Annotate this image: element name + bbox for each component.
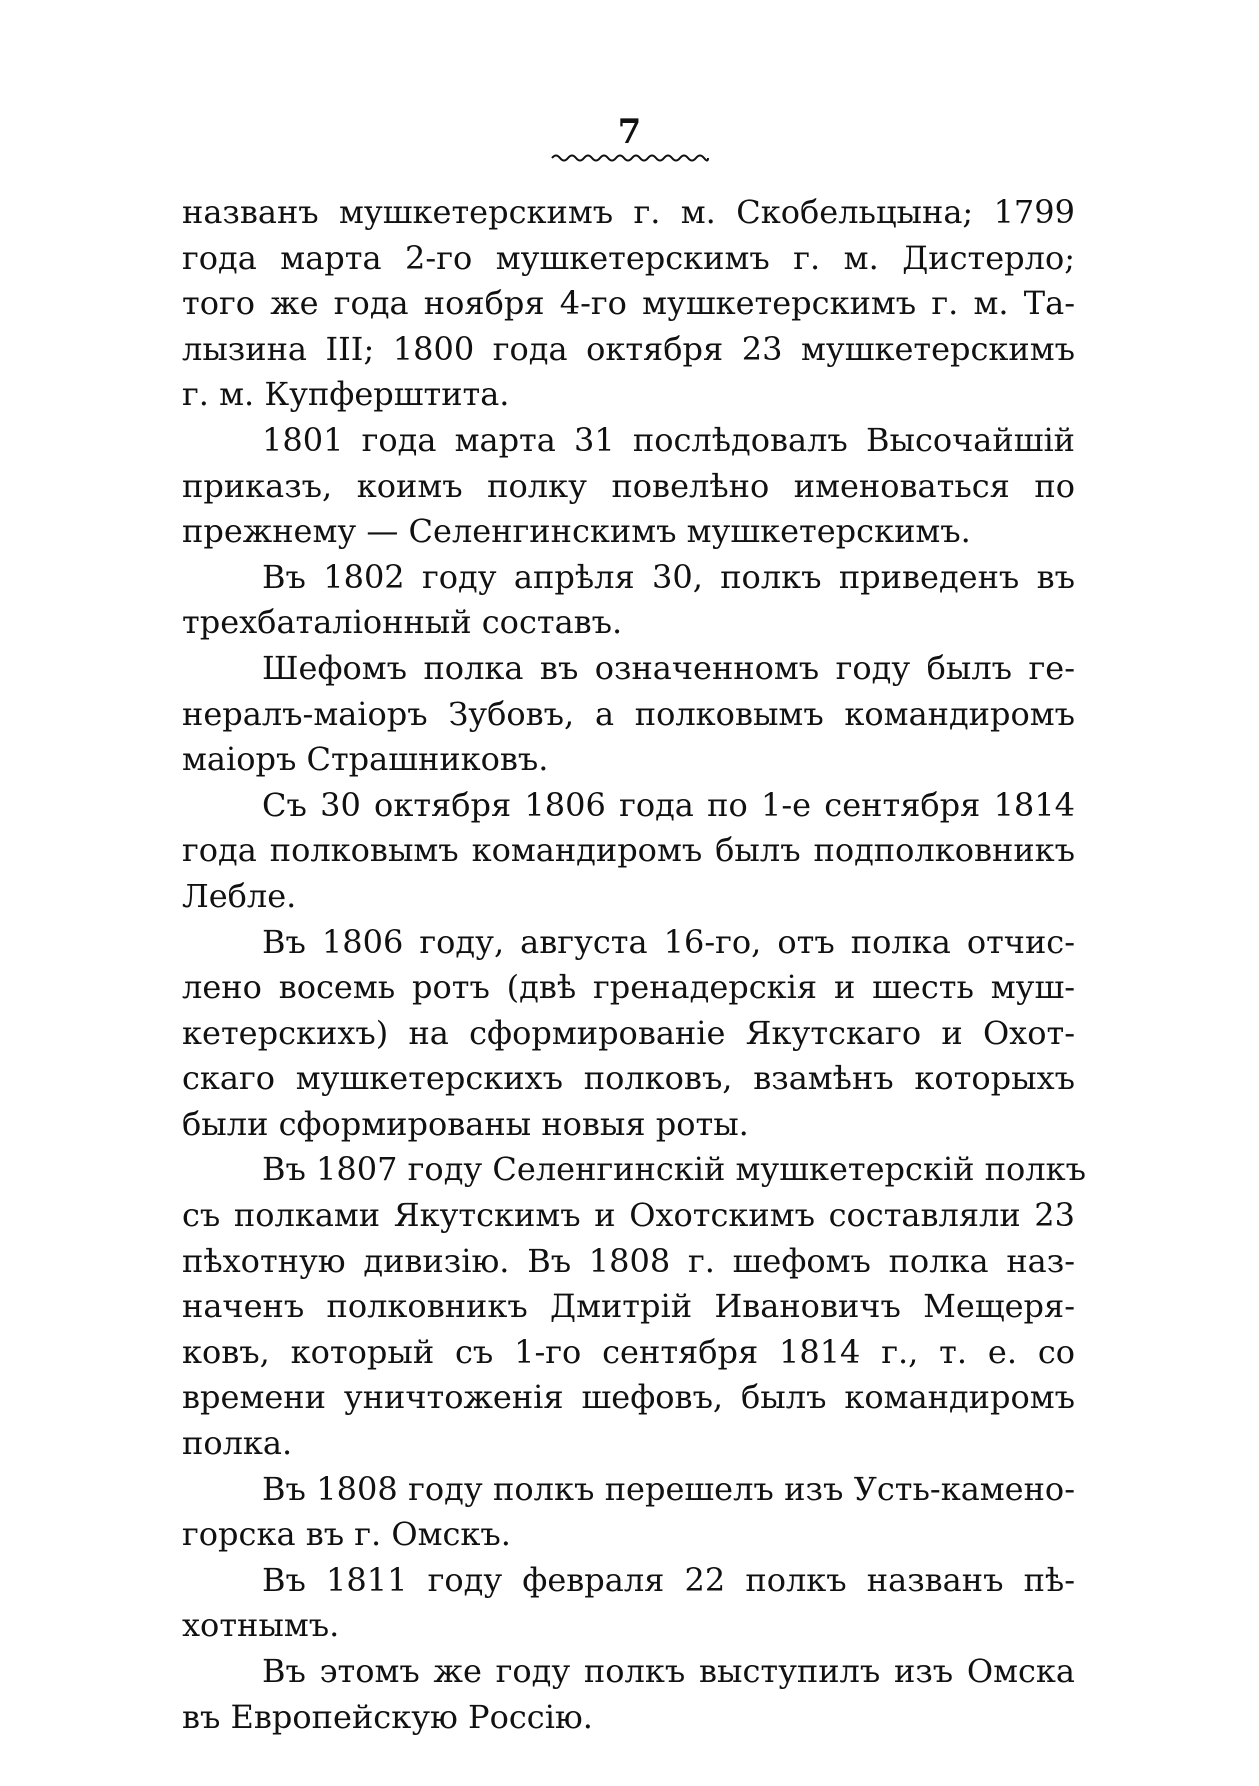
text-line: Въ 1811 году февраля 22 полкъ названъ пѣ- xyxy=(262,1560,1075,1599)
text-line: названъ мушкетерскимъ г. м. Скобельцына; 1799 xyxy=(182,193,1075,231)
text-line: хотнымъ. xyxy=(182,1606,340,1645)
text-line: приказъ, коимъ полку повелѣно именоваться по xyxy=(182,466,1075,505)
paragraph xyxy=(182,646,1075,783)
text-line: г. м. Купферштита. xyxy=(182,375,510,414)
paragraph xyxy=(182,1467,1075,1558)
text-line: Въ 1806 году, августа 16-го, отъ полка отчис- xyxy=(262,922,1075,961)
text-line: наченъ полковникъ Дмитрій Ивановичъ Мещеря- xyxy=(182,1287,1075,1326)
text-line: года марта 2-го мушкетерскимъ г. м. Дистерло; xyxy=(182,238,1075,277)
paragraph xyxy=(182,1649,1075,1740)
text-line: года полковымъ командиромъ былъ подполковникъ xyxy=(182,831,1075,870)
wavy-rule-ornament xyxy=(550,152,710,164)
page-number: 7 xyxy=(617,112,642,152)
text-line: прежнему — Селенгинскимъ мушкетерскимъ. xyxy=(182,512,971,551)
text-line: Съ 30 октября 1806 года по 1-е сентября 1814 xyxy=(262,785,1075,824)
text-line: Шефомъ полка въ означенномъ году былъ ге- xyxy=(262,648,1075,687)
paragraph xyxy=(182,418,1075,555)
paragraph xyxy=(182,783,1075,920)
text-line: того же года ноября 4-го мушкетерскимъ г. м. Та- xyxy=(182,284,1075,323)
text-line: трехбаталіонный составъ. xyxy=(182,603,623,642)
text-line: Въ 1807 году Селенгинскій мушкетерскій полкъ xyxy=(262,1150,1086,1189)
text-line: времени уничтоженія шефовъ, былъ командиромъ xyxy=(182,1378,1075,1417)
text-line: пѣхотную дивизію. Въ 1808 г. шефомъ полка наз- xyxy=(182,1241,1075,1280)
paragraph xyxy=(182,1558,1075,1649)
text-line: 1801 года марта 31 послѣдовалъ Высочайшій xyxy=(262,420,1075,459)
text-line: маіоръ Страшниковъ. xyxy=(182,740,549,779)
text-line: нералъ-маіоръ Зубовъ, а полковымъ командиромъ xyxy=(182,694,1075,733)
text-line: кетерскихъ) на сформированіе Якутскаго и Охот- xyxy=(182,1013,1075,1052)
text-line: Въ этомъ же году полкъ выступилъ изъ Омска xyxy=(262,1652,1075,1690)
text-line: ковъ, который съ 1-го сентября 1814 г., т. е. со xyxy=(182,1332,1075,1371)
text-line: Лебле. xyxy=(182,876,297,915)
text-line: въ Европейскую Россію. xyxy=(182,1697,593,1736)
text-line: были сформированы новыя роты. xyxy=(182,1104,749,1143)
text-line: лено восемь ротъ (двѣ гренадерскія и шесть муш- xyxy=(182,968,1075,1007)
paragraph xyxy=(182,920,1075,1148)
paragraph xyxy=(182,190,1075,418)
text-line: скаго мушкетерскихъ полковъ, взамѣнъ которыхъ xyxy=(182,1059,1075,1098)
paragraph xyxy=(182,555,1075,646)
body-text xyxy=(182,190,1086,1740)
text-line: Въ 1808 году полкъ перешелъ изъ Усть-камено- xyxy=(262,1469,1075,1508)
text-line: Въ 1802 году апрѣля 30, полкъ приведенъ въ xyxy=(262,557,1075,596)
paragraph xyxy=(182,1147,1086,1466)
text-line: лызина III; 1800 года октября 23 мушкетерскимъ xyxy=(182,329,1075,368)
text-line: съ полками Якутскимъ и Охотскимъ составляли 23 xyxy=(182,1196,1075,1235)
text-line: полка. xyxy=(182,1424,293,1463)
text-line: горска въ г. Омскъ. xyxy=(182,1515,511,1554)
